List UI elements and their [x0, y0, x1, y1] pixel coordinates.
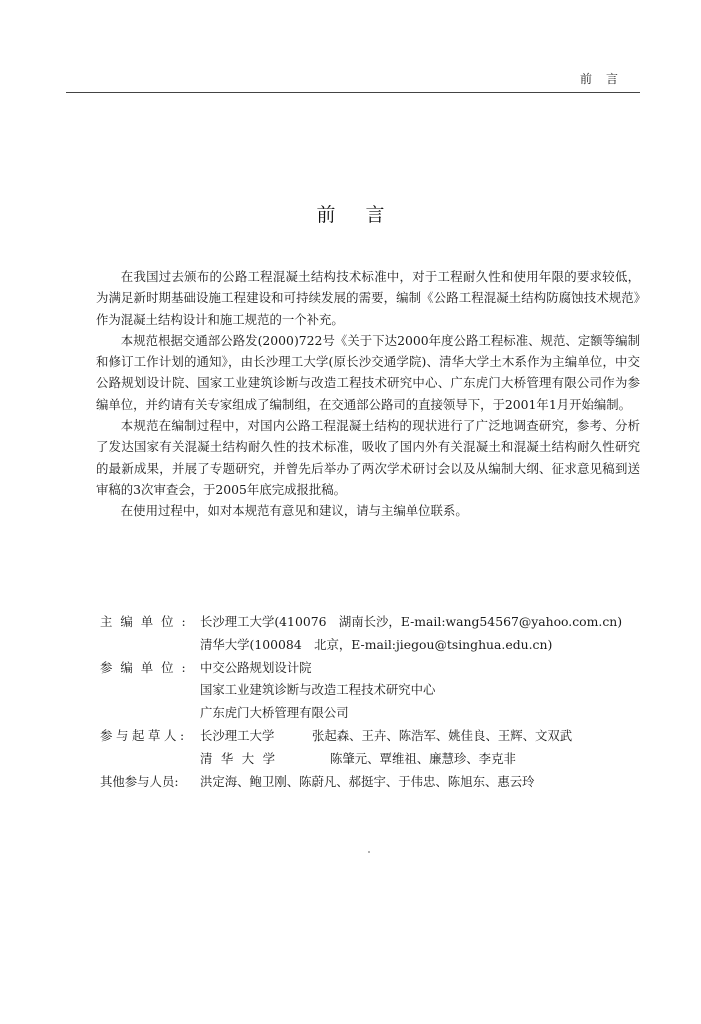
drafter-line [200, 725, 645, 748]
drafter-institution: 长沙理工大学 [200, 727, 275, 743]
drafter-names: 陈肇元、覃维祖、廉慧珍、李克非 [330, 750, 516, 766]
body-text [96, 266, 640, 522]
chief-editor-units [100, 611, 645, 657]
header-rule [66, 92, 640, 93]
drafter-line [200, 748, 645, 771]
drafter-names: 张起森、王卉、陈浩军、姚佳良、王辉、文双武 [312, 727, 573, 743]
participating-unit-line: 国家工业建筑诊断与改造工程技术研究中心 [200, 682, 436, 698]
participating-units-label: 参编单位: [100, 659, 194, 675]
others-names: 洪定海、鲍卫刚、陈蔚凡、郝挺宇、于伟忠、陈旭东、惠云玲 [200, 773, 535, 789]
chief-unit-line: 长沙理工大学(410076 湖南长沙，E-mail:wang54567@yahoo.com.cn) [200, 614, 623, 629]
page-speck [368, 851, 370, 853]
others-label: 其他参与人员: [100, 773, 179, 789]
drafters [100, 725, 645, 771]
participating-unit-line: 广东虎门大桥管理有限公司 [200, 705, 349, 721]
other-participants [100, 771, 645, 794]
paragraph: 本规范在编制过程中，对国内公路工程混凝土结构的现状进行了广泛地调查研究，参考、分析了发达国家有关混凝土结构耐久性的技术标准，吸收了国内外有关混凝土和混凝土结构耐久性研究的最新成果，并展了专题研究，并曾先后举办了两次学术研讨会以及从编制大纲、征求意见稿到送审稿的3次审查会，于2005年底完成报批稿。 [96, 418, 640, 497]
drafters-label: 参与起草人: [100, 727, 188, 743]
participating-units [100, 657, 645, 725]
chief-unit-line: 清华大学(100084 北京，E-mail:jiegou@tsinghua.edu.cn) [200, 636, 553, 652]
running-header-title: 前言 [580, 72, 633, 86]
participating-unit-line: 中交公路规划设计院 [200, 659, 312, 675]
credits-block [100, 611, 645, 793]
drafter-institution: 清华大学 [200, 750, 284, 766]
chief-units-label: 主编单位: [100, 614, 194, 629]
paragraph: 在使用过程中，如对本规范有意见和建议，请与主编单位联系。 [120, 503, 468, 519]
paragraph: 本规范根据交通部公路发(2000)722号《关于下达2000年度公路工程标准、规范、定额等编制和修订工作计划的通知》，由长沙理工大学(原长沙交通学院)、清华大学土木系作为主编单位，中交公路规划设计院、国家工业建筑诊断与改造工程技术研究中心、广东虎门大桥管理有限公司作为参编单位，并约请有关专家组成了编制组，在交通部公路司的直接领导下，于2001年1月开始编制。 [96, 332, 640, 412]
page-title: 前言 [316, 204, 415, 226]
paragraph: 在我国过去颁布的公路工程混凝土结构技术标准中，对于工程耐久性和使用年限的要求较低，为满足新时期基础设施工程建设和可持续发展的需要，编制《公路工程混凝土结构防腐蚀技术规范》作为混凝土结构设计和施工规范的一个补充。 [96, 269, 640, 327]
